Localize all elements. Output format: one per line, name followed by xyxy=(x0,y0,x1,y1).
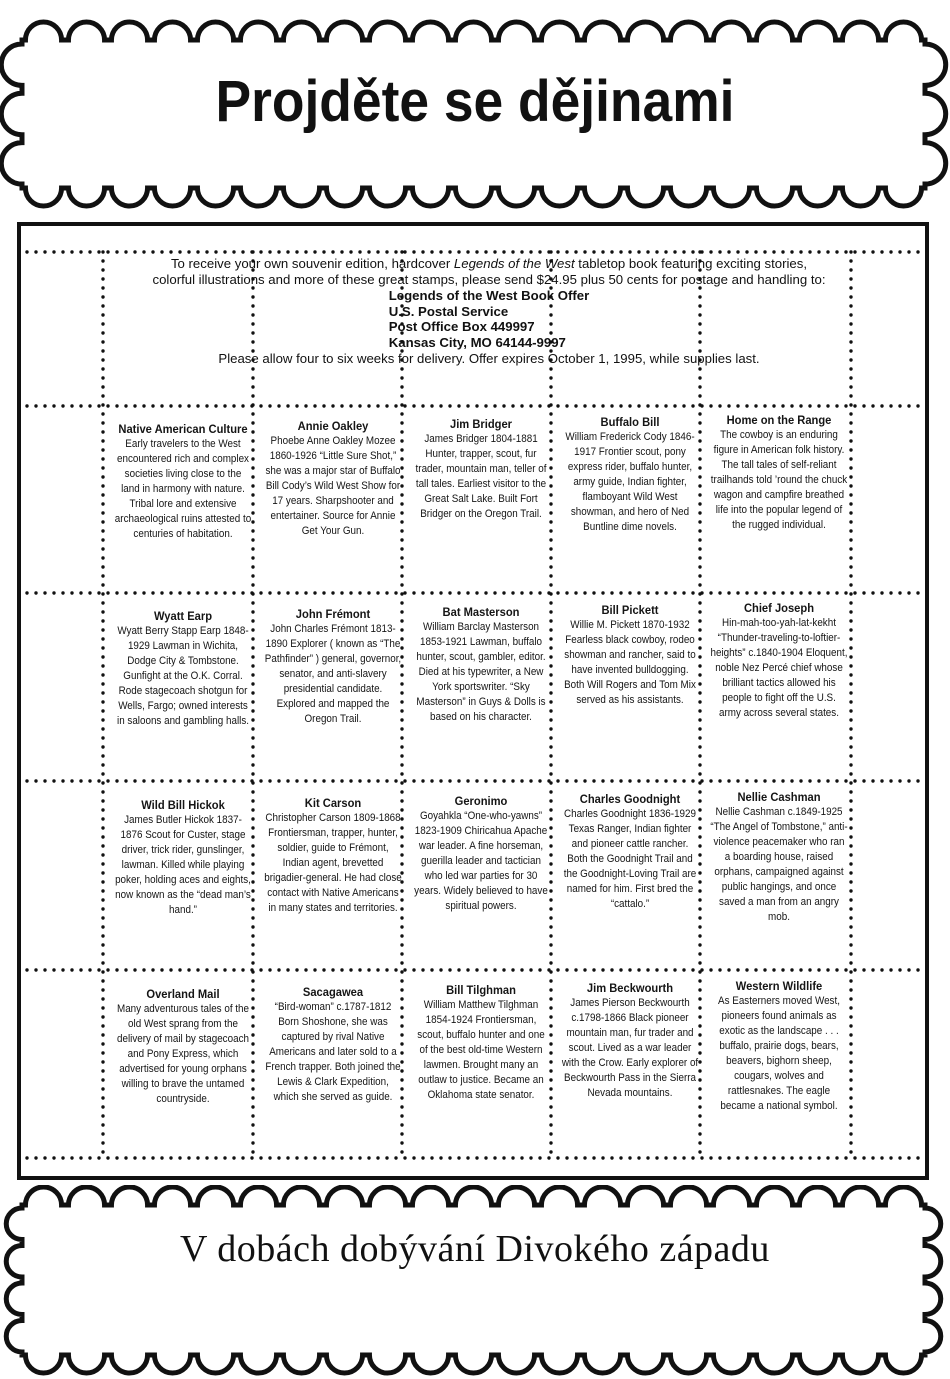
stamp-title: Wyatt Earp xyxy=(153,609,213,623)
stamp-sacagawea xyxy=(264,985,402,1105)
stamp-title: Annie Oakley xyxy=(297,419,369,433)
stamp-text: William Matthew Tilghman 1854-1924 Frontiersman, scout, buffalo hunter and one of the best old-time Western lawmen. Brought many an outlaw to justice. Became an Oklahoma state senator. xyxy=(417,999,545,1101)
stamp-text: James Butler Hickok 1837-1876 Scout for Custer, stage driver, trick rider, gunslinger, lawman. Killed while playing poker, holding aces and eights, now known as the “dead man’s hand.” xyxy=(115,814,251,916)
stamp-wild-bill-hickok xyxy=(114,798,252,918)
stamp-text: Hin-mah-too-yah-lat-kekht “Thunder-traveling-to-loftier-heights” c.1840-1904 Eloquent, noble Nez Percé chief whose brilliant tactics allowed his people to fight off the U.S. army across several states. xyxy=(710,617,848,719)
stamp-title: Home on the Range xyxy=(726,413,832,427)
stamp-title: Jim Beckwourth xyxy=(586,981,674,995)
stamp-wyatt-earp xyxy=(114,609,252,729)
page-title: Projděte se dějinami xyxy=(215,69,735,134)
stamp-text: Charles Goodnight 1836-1929 Texas Ranger, Indian fighter and pioneer cattle rancher. Both the Goodnight Trail and the Goodnight-Loving Trail are named for him. First bred the “cattalo.” xyxy=(563,808,697,910)
stamp-text: Early travelers to the West encountered rich and complex societies living close to the land in harmony with nature. Tribal lore and extensive archaeological ruins attested to centuries of habitation. xyxy=(114,438,252,540)
stamp-sheet xyxy=(17,222,929,1180)
mailing-address xyxy=(389,288,590,350)
book-title: Legends of the West xyxy=(453,256,575,271)
stamp-western-wildlife xyxy=(710,979,848,1114)
stamp-title: Jim Bridger xyxy=(449,417,513,431)
stamp-bill-pickett xyxy=(561,603,699,708)
stamp-text: John Charles Frémont 1813-1890 Explorer ( known as “The Pathfinder” ) general, governor, senator, and anti-slavery presidential candidate. Explored and mapped the Oregon Trail. xyxy=(264,623,402,725)
address-line: U.S. Postal Service xyxy=(388,303,509,319)
stamp-buffalo-bill xyxy=(561,415,699,535)
stamp-title: Overland Mail xyxy=(146,987,220,1001)
stamp-title: Nellie Cashman xyxy=(737,790,821,804)
stamp-title: Western Wildlife xyxy=(735,979,823,993)
offer-note: Please allow four to six weeks for delivery. Offer expires October 1, 1995, while supplies last. xyxy=(218,350,760,366)
stamp-geronimo xyxy=(412,794,550,914)
stamp-title: Geronimo xyxy=(454,794,508,808)
stamp-text: The cowboy is an enduring figure in American folk history. The tall tales of self-reliant trailhands told ’round the chuck wagon and campfire breathed life into the popular legend of the rugged individual. xyxy=(710,429,848,531)
stamp-title: Chief Joseph xyxy=(743,601,815,615)
stamp-jim-bridger xyxy=(412,417,550,522)
stamp-title: Bill Pickett xyxy=(601,603,659,617)
stamp-text: William Frederick Cody 1846-1917 Frontier scout, pony express rider, buffalo hunter, army guide, Indian fighter, flamboyant Wild West showman, and hero of Ned Buntline dime novels. xyxy=(565,431,695,533)
stamp-annie-oakley xyxy=(264,419,402,539)
stamp-title: Charles Goodnight xyxy=(579,792,681,806)
stamp-text: Willie M. Pickett 1870-1932 Fearless black cowboy, rodeo showman and rancher, said to have invented bulldogging. Both Will Rogers and Tom Mix served as his assistants. xyxy=(564,619,696,706)
address-line: Post Office Box 449997 xyxy=(388,319,535,334)
stamp-text: “Bird-woman” c.1787-1812 Born Shoshone, she was captured by rival Native Americans and later sold to a French trapper. Both joined the Lewis & Clark Expedition, which she served as guide. xyxy=(265,1001,401,1103)
stamp-text: Wyatt Berry Stapp Earp 1848-1929 Lawman in Wichita, Dodge City & Tombstone. Gunfight at the O.K. Corral. Rode stagecoach shotgun for Wells, Fargo; owned interests in saloons and gambling halls. xyxy=(116,625,250,727)
page-subtitle: V dobách dobývání Divokého západu xyxy=(180,1228,770,1270)
stamp-title: John Frémont xyxy=(295,607,371,621)
stamp-title: Sacagawea xyxy=(302,985,364,999)
stamp-kit-carson xyxy=(264,796,402,916)
address-line: Legends of the West Book Offer xyxy=(388,288,590,303)
stamp-title: Bat Masterson xyxy=(442,605,520,619)
stamp-overland-mail xyxy=(114,987,252,1107)
stamp-native-american-culture xyxy=(114,422,252,542)
stamp-nellie-cashman xyxy=(710,790,848,925)
offer-line-1: To receive your own souvenir edition, hardcover Legends of the West tabletop book featuring exciting stories, xyxy=(170,256,808,271)
stamp-text: Many adventurous tales of the old West sprang from the delivery of mail by stagecoach and Pony Express, which advertised for young orphans willing to brave the untamed countryside. xyxy=(116,1003,250,1105)
stamp-text: James Pierson Beckwourth c.1798-1866 Black pioneer mountain man, fur trader and scout. Lived as a war leader with the Crow. Early explorer of Beckwourth Pass in the Sierra Nevada mountains. xyxy=(561,997,699,1099)
stamp-text: James Bridger 1804-1881 Hunter, trapper, scout, fur trader, mountain man, teller of tall tales. Earliest visitor to the Great Salt Lake. Built Fort Bridger on the Oregon Trail. xyxy=(415,433,547,520)
stamp-title: Wild Bill Hickok xyxy=(141,798,225,812)
stamp-chief-joseph xyxy=(710,601,848,721)
offer-line-2: colorful illustrations and more of these great stamps, please send $24.95 plus 50 cents for postage and handling to: xyxy=(152,272,826,287)
stamp-frame-bottom xyxy=(0,1185,950,1379)
stamp-john-fremont xyxy=(264,607,402,727)
stamp-text: Phoebe Anne Oakley Mozee 1860-1926 “Little Sure Shot,” she was a major star of Buffalo Bill Cody’s Wild West Show for 17 years. Sharpshooter and entertainer. Source for Annie Get Your Gun. xyxy=(265,435,401,537)
stamp-title: Bill Tilghman xyxy=(446,983,516,997)
stamp-text: Nellie Cashman c.1849-1925 “The Angel of Tombstone,” anti-violence peacemaker who ran a boarding house, raised orphans, campaigned against public hangings, and once saved a man from an angry mob. xyxy=(710,806,848,923)
stamp-title: Kit Carson xyxy=(304,796,362,810)
stamp-bill-tilghman xyxy=(412,983,550,1103)
book-offer xyxy=(121,256,857,367)
footer-banner xyxy=(0,1185,950,1379)
stamp-text: Goyahkla “One-who-yawns” 1823-1909 Chiricahua Apache war leader. A fine horseman, guerilla leader and tactician who led war parties for 30 years. Widely believed to have spiritual powers. xyxy=(414,810,548,912)
stamp-home-on-the-range xyxy=(710,413,848,533)
stamp-bat-masterson xyxy=(412,605,550,725)
stamp-charles-goodnight xyxy=(561,792,699,912)
stamp-title: Native American Culture xyxy=(118,422,248,436)
stamp-text: William Barclay Masterson 1853-1921 Lawman, buffalo hunter, scout, gambler, editor. Died at his typewriter, a New York sportswriter. “Sky Masterson” in Guys & Dolls is based on his character. xyxy=(416,621,546,723)
stamp-text: Christopher Carson 1809-1868 Frontiersman, trapper, hunter, soldier, guide to Frémont, Indian agent, brevetted brigadier-general. He had close contact with Native Americans in many states and territories. xyxy=(264,812,402,914)
stamp-title: Buffalo Bill xyxy=(600,415,660,429)
header-banner xyxy=(0,0,950,215)
stamp-text: As Easterners moved West, pioneers found animals as exotic as the landscape . . . buffalo, prairie dogs, bears, beavers, bighorn sheep, cougars, wolves and rattlesnakes. The eagle became a national symbol. xyxy=(718,995,840,1112)
stamp-jim-beckwourth xyxy=(561,981,699,1101)
address-line: Kansas City, MO 64144-9997 xyxy=(388,334,566,350)
